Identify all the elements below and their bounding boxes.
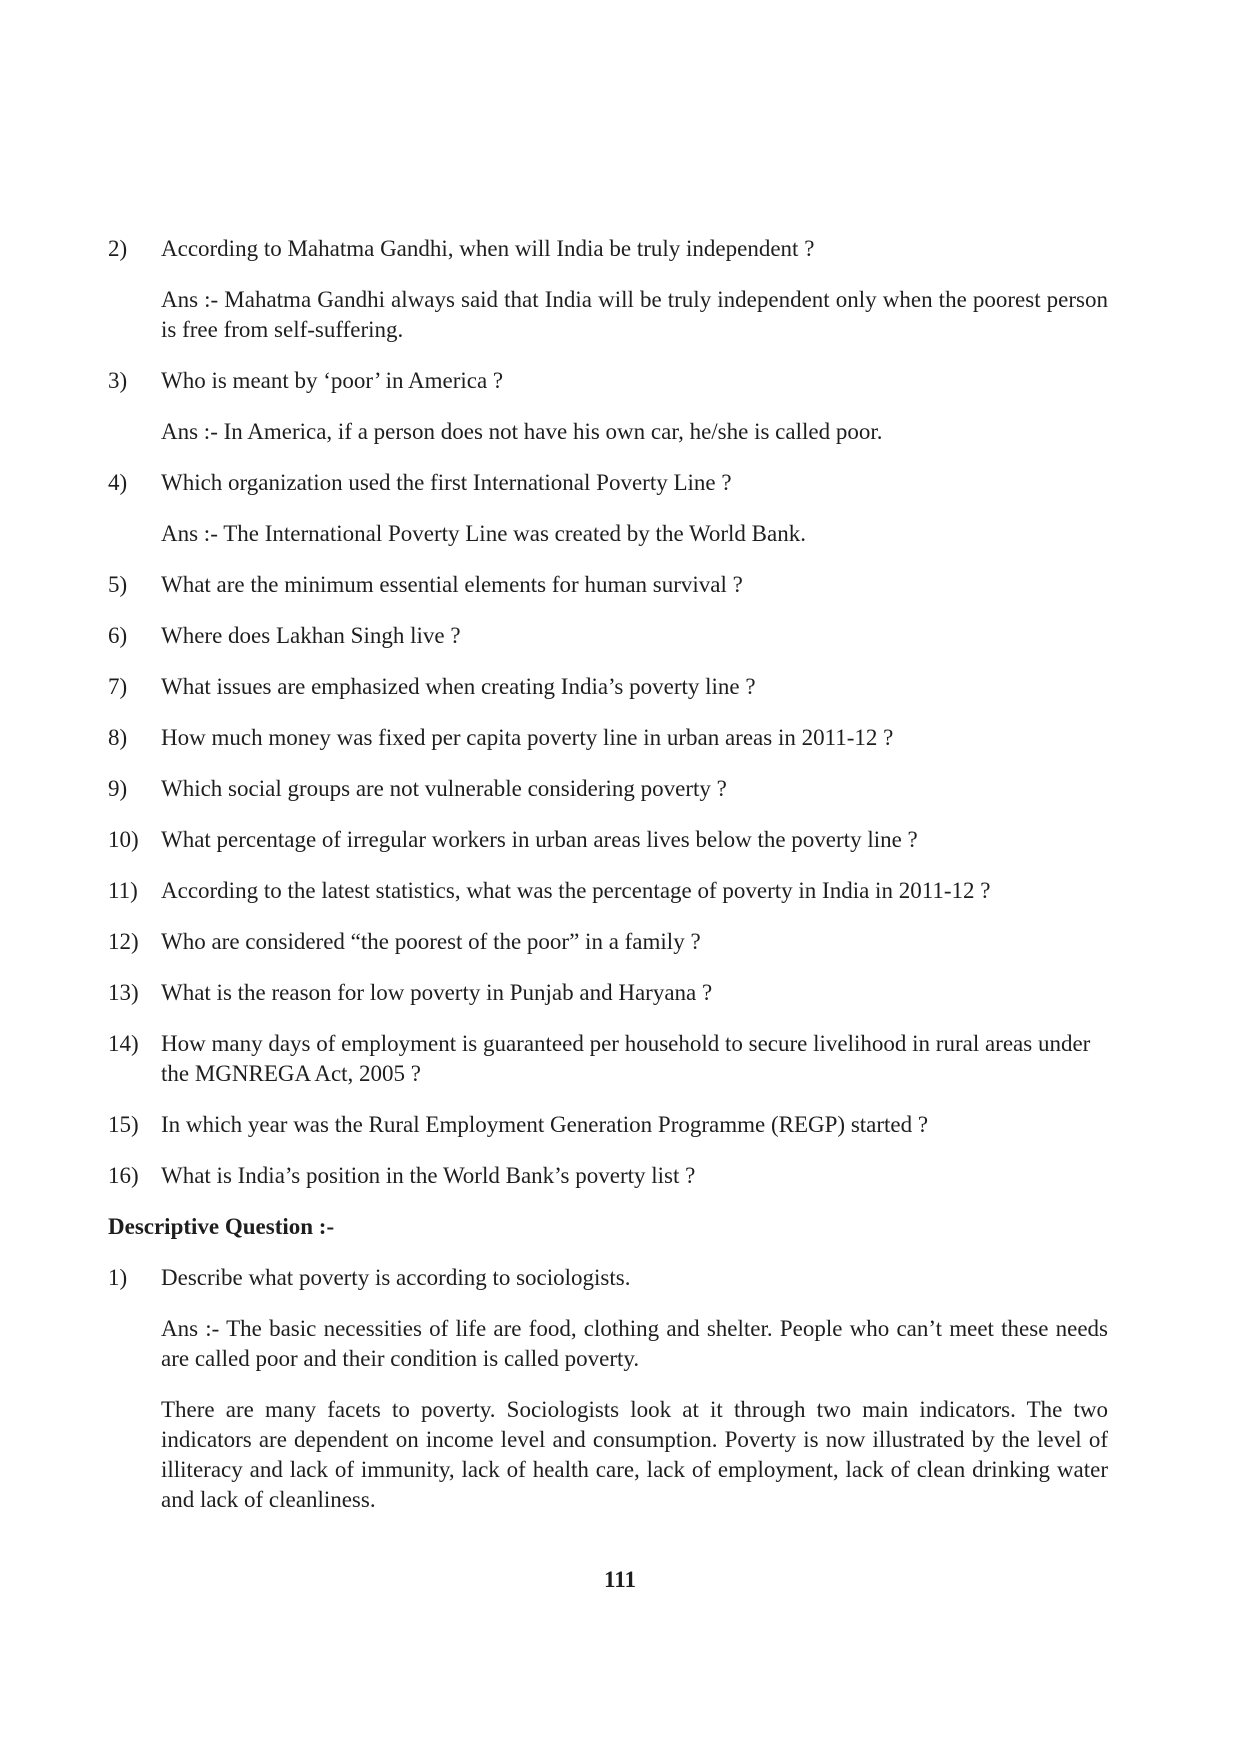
question-number: 9) xyxy=(108,776,128,801)
question-number: 1) xyxy=(108,1265,128,1290)
question-text: What percentage of irregular workers in urban areas lives below the poverty line ? xyxy=(161,827,918,852)
question-text: Which social groups are not vulnerable considering poverty ? xyxy=(161,776,727,801)
question-number: 14) xyxy=(108,1031,139,1056)
answer-text: Ans :- Mahatma Gandhi always said that India will be truly independent only when the poorest person is free from self-suffering. xyxy=(161,287,1108,342)
question-number: 15) xyxy=(108,1112,139,1137)
question-item xyxy=(108,927,1108,957)
question-text: Which organization used the first International Poverty Line ? xyxy=(161,470,732,495)
section-heading: Descriptive Question :- xyxy=(108,1214,335,1239)
question-number: 13) xyxy=(108,980,139,1005)
question-item xyxy=(108,672,1108,702)
question-number: 6) xyxy=(108,623,128,648)
question-text: Who are considered “the poorest of the poor” in a family ? xyxy=(161,929,701,954)
question-item xyxy=(108,1029,1108,1089)
question-item xyxy=(108,1110,1108,1140)
question-number: 10) xyxy=(108,827,139,852)
question-number: 5) xyxy=(108,572,128,597)
question-number: 2) xyxy=(108,236,128,261)
question-text: What are the minimum essential elements for human survival ? xyxy=(161,572,743,597)
question-text: In which year was the Rural Employment Generation Programme (REGP) started ? xyxy=(161,1112,929,1137)
question-item xyxy=(108,1161,1108,1191)
question-number: 12) xyxy=(108,929,139,954)
question-text: Describe what poverty is according to sociologists. xyxy=(161,1265,631,1290)
answer-paragraph: There are many facets to poverty. Sociologists look at it through two main indicators. The two indicators are dependent on income level and consumption. Poverty is now illustrated by the level of illiteracy and lack of immunity, lack of health care, lack of employment, lack of clean drinking water and lack of cleanliness. xyxy=(161,1397,1108,1512)
question-item xyxy=(108,723,1108,753)
question-text: Where does Lakhan Singh live ? xyxy=(161,623,461,648)
question-text: Who is meant by ‘poor’ in America ? xyxy=(161,368,504,393)
question-item xyxy=(108,774,1108,804)
answer-text: Ans :- The basic necessities of life are food, clothing and shelter. People who can’t meet these needs are called poor and their condition is called poverty. xyxy=(161,1316,1108,1371)
answer-text: Ans :- The International Poverty Line was created by the World Bank. xyxy=(161,521,806,546)
question-number: 3) xyxy=(108,368,128,393)
question-number: 4) xyxy=(108,470,128,495)
question-item xyxy=(108,876,1108,906)
page-number: 111 xyxy=(604,1567,636,1592)
question-item xyxy=(108,468,1108,549)
question-item xyxy=(108,366,1108,447)
question-text: According to the latest statistics, what was the percentage of poverty in India in 2011-12 ? xyxy=(161,878,991,903)
question-number: 16) xyxy=(108,1163,139,1188)
question-number: 8) xyxy=(108,725,128,750)
question-text: What is India’s position in the World Bank’s poverty list ? xyxy=(161,1163,696,1188)
question-text: How many days of employment is guaranteed per household to secure livelihood in rural areas under the MGNREGA Act, 2005 ? xyxy=(161,1031,1091,1086)
question-text: What issues are emphasized when creating India’s poverty line ? xyxy=(161,674,756,699)
answer-text: Ans :- In America, if a person does not have his own car, he/she is called poor. xyxy=(161,419,883,444)
question-item xyxy=(108,234,1108,345)
question-number: 7) xyxy=(108,674,128,699)
question-text: How much money was fixed per capita poverty line in urban areas in 2011-12 ? xyxy=(161,725,894,750)
question-text: According to Mahatma Gandhi, when will India be truly independent ? xyxy=(161,236,815,261)
question-item xyxy=(108,1263,1108,1515)
question-item xyxy=(108,621,1108,651)
question-number: 11) xyxy=(108,878,138,903)
question-text: What is the reason for low poverty in Punjab and Haryana ? xyxy=(161,980,713,1005)
page-content xyxy=(108,234,1108,1515)
question-item xyxy=(108,978,1108,1008)
question-item xyxy=(108,825,1108,855)
question-item xyxy=(108,570,1108,600)
